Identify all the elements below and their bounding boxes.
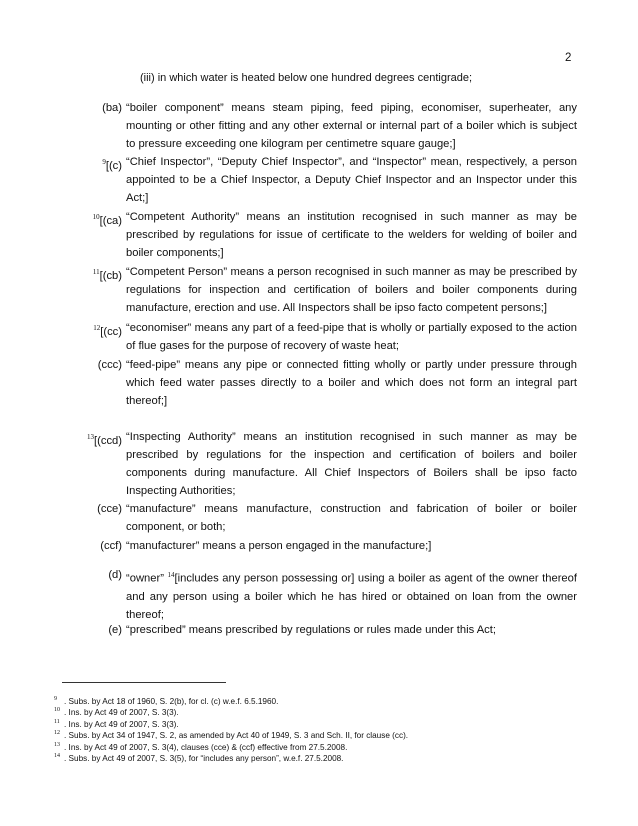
clause-text	[126, 566, 577, 624]
footnote-number: 9	[54, 696, 57, 702]
footnote-marker: 13	[87, 433, 95, 441]
clause-label-text: [(cb)	[99, 270, 122, 282]
clause-label	[87, 428, 122, 450]
footnote-text: . Ins. by Act 49 of 2007, S. 3(4), clauses (cce) & (ccf) effective from 27.5.2008.	[64, 742, 348, 752]
page-number: 2	[565, 52, 572, 64]
footnote-text: . Ins. by Act 49 of 2007, S. 3(3).	[64, 719, 179, 729]
clause-text-body: [includes any person possessing or] using a boiler as agent of the owner thereof and any person using a boiler which he has hired or obtained on loan from the owner thereof;	[126, 572, 577, 621]
footnote-marker: 9	[102, 158, 106, 166]
clause-label	[108, 621, 122, 639]
footnote-text: . Subs. by Act 18 of 1960, S. 2(b), for cl. (c) w.e.f. 6.5.1960.	[64, 697, 279, 706]
clause-label	[102, 153, 122, 175]
clause-label	[93, 263, 122, 285]
clause-label	[102, 99, 122, 117]
footnote	[54, 753, 574, 764]
footnote-number: 14	[54, 753, 60, 760]
footnote-marker: 11	[92, 268, 100, 276]
footnote-separator	[62, 682, 226, 683]
footnote-number: 10	[54, 707, 60, 714]
clause-label	[93, 319, 122, 341]
footnote	[54, 730, 574, 741]
footnote-marker: 12	[93, 324, 101, 332]
clause-label-text: [(c)	[105, 160, 122, 172]
clause-text-body: “boiler component” means steam piping, feed piping, economiser, superheater, any mounting or other fitting and any other external or internal part of a boiler which is subject to pressure exceeding one kilogram per centimetre square gauge;]	[126, 102, 577, 150]
clause-text	[126, 621, 577, 639]
clause-label-text: (ccf)	[100, 540, 122, 552]
clause-text	[126, 537, 577, 555]
clause-label	[108, 566, 122, 584]
intro-clause: (iii) in which water is heated below one hundred degrees centigrade;	[140, 72, 473, 84]
clause-text	[126, 153, 577, 207]
footnote-text: . Subs. by Act 34 of 1947, S. 2, as amended by Act 40 of 1949, S. 3 and Sch. II, for clause (cc).	[64, 731, 409, 741]
clause-text	[126, 356, 577, 410]
clause-text-body: “Competent Person” means a person recognised in such manner as may be prescribed by regulations for inspection and certification of boilers and boiler components during manufacture, erection and use. All Inspectors shall be ipso facto competent persons;]	[126, 266, 577, 314]
clause-text	[126, 99, 577, 153]
clause-text	[126, 500, 577, 536]
clause-text-body: “Inspecting Authority” means an institution recognised in such manner as may be prescribed by regulations for the inspection and certification of boilers and boiler components during manufacture. All Chief Inspectors of Boilers shall be ipso facto Inspecting Authorities;	[126, 431, 577, 497]
clause-label-text: [(ca)	[99, 215, 122, 227]
clause-text	[126, 263, 577, 317]
clause-label-text: [(cc)	[100, 326, 122, 338]
clause-text	[126, 428, 577, 500]
clause-text-body: “economiser” means any part of a feed-pipe that is wholly or partially exposed to the action of flue gases for the purpose of recovery of waste heat;	[126, 322, 577, 352]
clause-label	[98, 356, 122, 374]
footnote	[54, 707, 574, 718]
clause-label-text: (cce)	[97, 503, 122, 515]
footnote-marker: 10	[92, 213, 100, 221]
clause-text-body: “Chief Inspector”, “Deputy Chief Inspector”, and “Inspector” mean, respectively, a person appointed to be a Chief Inspector, a Deputy Chief Inspector and an Inspector under this Act;]	[126, 156, 577, 204]
footnote	[54, 719, 574, 730]
clause-text-body: “manufacture” means manufacture, construction and fabrication of boiler or boiler component, or both;	[126, 503, 577, 533]
clause-label	[97, 500, 122, 518]
clause-text-body: “feed-pipe” means any pipe or connected fitting wholly or partly under pressure through which feed water passes directly to a boiler and which does not form an integral part thereof;]	[126, 359, 577, 407]
clause-label-text: (ba)	[102, 102, 122, 114]
footnote-number: 11	[54, 718, 60, 725]
clause-text	[126, 208, 577, 262]
clause-label	[100, 537, 122, 555]
footnote	[54, 696, 574, 707]
footnote-number: 13	[54, 741, 60, 748]
clause-label-text: (d)	[108, 569, 122, 581]
clause-text-body: “prescribed” means prescribed by regulations or rules made under this Act;	[126, 624, 496, 636]
clause-text	[126, 319, 577, 355]
footnote-number: 12	[54, 730, 60, 737]
footnotes	[54, 696, 574, 764]
clause-label	[93, 208, 122, 230]
footnote-marker: 14	[167, 571, 175, 579]
clause-text-body: “Competent Authority” means an institution recognised in such manner as may be prescribed by regulations for issue of certificate to the welders for welding of boiler and boiler components;]	[126, 211, 577, 259]
clause-text-body: “manufacturer” means a person engaged in the manufacture;]	[126, 540, 432, 552]
footnote-text: . Ins. by Act 49 of 2007, S. 3(3).	[64, 708, 179, 718]
footnote	[54, 742, 574, 753]
footnote-text: . Subs. by Act 49 of 2007, S. 3(5), for “includes any person”, w.e.f. 27.5.2008.	[64, 754, 344, 764]
clause-label-text: (e)	[108, 624, 122, 636]
clause-label-text: (ccc)	[97, 359, 122, 371]
clause-text-lead: “owner”	[126, 572, 168, 585]
clause-label-text: [(ccd)	[94, 435, 122, 447]
